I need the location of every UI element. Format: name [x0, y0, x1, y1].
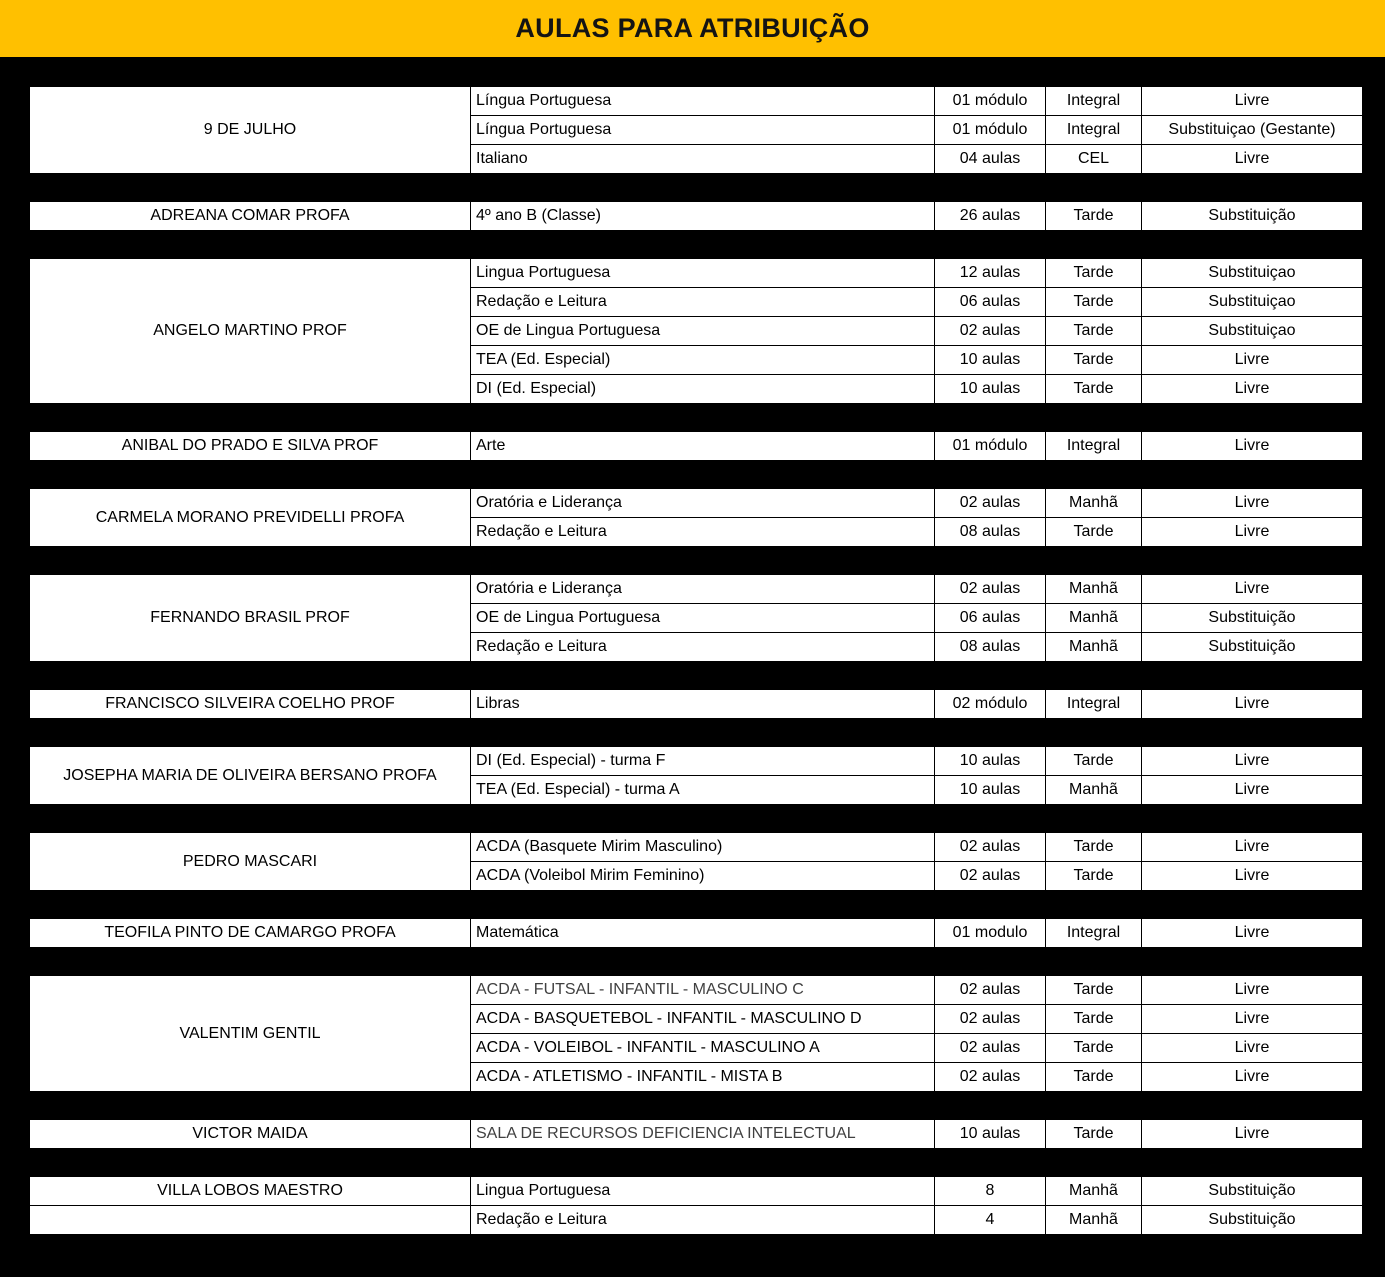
qty-cell: 01 módulo	[935, 116, 1045, 144]
teacher-name-cell: JOSEPHA MARIA DE OLIVEIRA BERSANO PROFA	[30, 747, 470, 804]
subject-cell: Matemática	[471, 919, 934, 947]
status-cell: Livre	[1142, 575, 1362, 603]
status-cell: Livre	[1142, 1120, 1362, 1148]
qty-cell: 02 aulas	[935, 489, 1045, 517]
status-cell: Livre	[1142, 87, 1362, 115]
status-cell: Livre	[1142, 145, 1362, 173]
qty-cell: 01 módulo	[935, 87, 1045, 115]
status-cell: Livre	[1142, 747, 1362, 775]
title-bar	[0, 0, 1385, 57]
qty-cell: 4	[935, 1206, 1045, 1234]
period-cell: Tarde	[1046, 1120, 1141, 1148]
subject-cell: TEA (Ed. Especial) - turma A	[471, 776, 934, 804]
teacher-name-cell: VALENTIM GENTIL	[30, 976, 470, 1091]
subject-cell: 4º ano B (Classe)	[471, 202, 934, 230]
period-cell: Manhã	[1046, 575, 1141, 603]
subject-cell: Língua Portuguesa	[471, 116, 934, 144]
status-cell: Livre	[1142, 432, 1362, 460]
qty-cell: 02 aulas	[935, 317, 1045, 345]
teacher-group	[30, 489, 1362, 546]
qty-cell: 12 aulas	[935, 259, 1045, 287]
period-cell: Tarde	[1046, 346, 1141, 374]
qty-cell: 02 aulas	[935, 1063, 1045, 1091]
subject-cell: TEA (Ed. Especial)	[471, 346, 934, 374]
qty-cell: 08 aulas	[935, 633, 1045, 661]
qty-cell: 08 aulas	[935, 518, 1045, 546]
teacher-group	[30, 690, 1362, 718]
period-cell: Manhã	[1046, 1206, 1141, 1234]
subject-cell: ACDA (Basquete Mirim Masculino)	[471, 833, 934, 861]
status-cell: Substituiçao	[1142, 288, 1362, 316]
subject-cell: SALA DE RECURSOS DEFICIENCIA INTELECTUAL	[471, 1120, 934, 1148]
subject-cell: ACDA (Voleibol Mirim Feminino)	[471, 862, 934, 890]
period-cell: Tarde	[1046, 1005, 1141, 1033]
status-cell: Substituição	[1142, 202, 1362, 230]
period-cell: Tarde	[1046, 202, 1141, 230]
teacher-name-cell: ANGELO MARTINO PROF	[30, 259, 470, 403]
subject-cell: Libras	[471, 690, 934, 718]
teacher-group	[30, 87, 1362, 173]
qty-cell: 10 aulas	[935, 346, 1045, 374]
teacher-group	[30, 202, 1362, 230]
period-cell: Tarde	[1046, 375, 1141, 403]
teacher-name-cell: TEOFILA PINTO DE CAMARGO PROFA	[30, 919, 470, 947]
subject-cell: Redação e Leitura	[471, 633, 934, 661]
period-cell: Integral	[1046, 87, 1141, 115]
status-cell: Livre	[1142, 1034, 1362, 1062]
qty-cell: 10 aulas	[935, 776, 1045, 804]
period-cell: Tarde	[1046, 259, 1141, 287]
period-cell: Manhã	[1046, 776, 1141, 804]
teacher-group	[30, 432, 1362, 460]
teacher-name-cell: VILLA LOBOS MAESTRO	[30, 1177, 470, 1205]
period-cell: Manhã	[1046, 604, 1141, 632]
teacher-group	[30, 976, 1362, 1091]
period-cell: Tarde	[1046, 518, 1141, 546]
status-cell: Livre	[1142, 776, 1362, 804]
qty-cell: 06 aulas	[935, 604, 1045, 632]
teacher-group	[30, 1120, 1362, 1148]
teacher-name-cell: FERNANDO BRASIL PROF	[30, 575, 470, 661]
period-cell: Integral	[1046, 432, 1141, 460]
subject-cell: Redação e Leitura	[471, 288, 934, 316]
subject-cell: Redação e Leitura	[471, 1206, 934, 1234]
teacher-name-cell: VICTOR MAIDA	[30, 1120, 470, 1148]
subject-cell: DI (Ed. Especial) - turma F	[471, 747, 934, 775]
status-cell: Substituiçao	[1142, 317, 1362, 345]
teacher-group	[30, 919, 1362, 947]
period-cell: Tarde	[1046, 1063, 1141, 1091]
teacher-group	[30, 575, 1362, 661]
period-cell: Tarde	[1046, 317, 1141, 345]
subject-cell: ACDA - VOLEIBOL - INFANTIL - MASCULINO A	[471, 1034, 934, 1062]
qty-cell: 10 aulas	[935, 747, 1045, 775]
status-cell: Substituição	[1142, 633, 1362, 661]
period-cell: Tarde	[1046, 862, 1141, 890]
qty-cell: 02 aulas	[935, 1034, 1045, 1062]
subject-cell: OE de Lingua Portuguesa	[471, 317, 934, 345]
period-cell: Tarde	[1046, 976, 1141, 1004]
subject-cell: Italiano	[471, 145, 934, 173]
teacher-group	[30, 259, 1362, 403]
subject-cell: Arte	[471, 432, 934, 460]
status-cell: Livre	[1142, 518, 1362, 546]
status-cell: Substituição	[1142, 604, 1362, 632]
status-cell: Livre	[1142, 1063, 1362, 1091]
qty-cell: 10 aulas	[935, 1120, 1045, 1148]
subject-cell: Oratória e Liderança	[471, 489, 934, 517]
qty-cell: 26 aulas	[935, 202, 1045, 230]
qty-cell: 02 módulo	[935, 690, 1045, 718]
qty-cell: 02 aulas	[935, 833, 1045, 861]
qty-cell: 02 aulas	[935, 976, 1045, 1004]
period-cell: Integral	[1046, 919, 1141, 947]
period-cell: Manhã	[1046, 1177, 1141, 1205]
status-cell: Livre	[1142, 862, 1362, 890]
subject-cell: Língua Portuguesa	[471, 87, 934, 115]
period-cell: Manhã	[1046, 489, 1141, 517]
period-cell: CEL	[1046, 145, 1141, 173]
teacher-name-cell: PEDRO MASCARI	[30, 833, 470, 890]
qty-cell: 02 aulas	[935, 862, 1045, 890]
subject-cell: Lingua Portuguesa	[471, 259, 934, 287]
qty-cell: 04 aulas	[935, 145, 1045, 173]
status-cell: Livre	[1142, 833, 1362, 861]
period-cell: Tarde	[1046, 833, 1141, 861]
subject-cell: DI (Ed. Especial)	[471, 375, 934, 403]
assignments-table	[30, 87, 1385, 1234]
subject-cell: Redação e Leitura	[471, 518, 934, 546]
period-cell: Manhã	[1046, 633, 1141, 661]
period-cell: Tarde	[1046, 747, 1141, 775]
teacher-name-cell: CARMELA MORANO PREVIDELLI PROFA	[30, 489, 470, 546]
status-cell: Livre	[1142, 690, 1362, 718]
teacher-group	[30, 833, 1362, 890]
period-cell: Integral	[1046, 116, 1141, 144]
teacher-name-cell: 9 DE JULHO	[30, 87, 470, 173]
teacher-name-cell: ADREANA COMAR PROFA	[30, 202, 470, 230]
empty-name-cell	[30, 1206, 470, 1234]
status-cell: Livre	[1142, 976, 1362, 1004]
status-cell: Livre	[1142, 375, 1362, 403]
status-cell: Substituição	[1142, 1177, 1362, 1205]
status-cell: Livre	[1142, 1005, 1362, 1033]
subject-cell: ACDA - FUTSAL - INFANTIL - MASCULINO C	[471, 976, 934, 1004]
qty-cell: 02 aulas	[935, 1005, 1045, 1033]
status-cell: Substituiçao	[1142, 259, 1362, 287]
teacher-group	[30, 1177, 1362, 1234]
teacher-name-cell: ANIBAL DO PRADO E SILVA PROF	[30, 432, 470, 460]
status-cell: Livre	[1142, 346, 1362, 374]
qty-cell: 8	[935, 1177, 1045, 1205]
teacher-name-cell: FRANCISCO SILVEIRA COELHO PROF	[30, 690, 470, 718]
subject-cell: Lingua Portuguesa	[471, 1177, 934, 1205]
status-cell: Livre	[1142, 489, 1362, 517]
qty-cell: 01 modulo	[935, 919, 1045, 947]
subject-cell: ACDA - ATLETISMO - INFANTIL - MISTA B	[471, 1063, 934, 1091]
qty-cell: 02 aulas	[935, 575, 1045, 603]
status-cell: Livre	[1142, 919, 1362, 947]
qty-cell: 10 aulas	[935, 375, 1045, 403]
page-title: AULAS PARA ATRIBUIÇÃO	[515, 13, 870, 43]
period-cell: Integral	[1046, 690, 1141, 718]
status-cell: Substituição	[1142, 1206, 1362, 1234]
subject-cell: OE de Lingua Portuguesa	[471, 604, 934, 632]
teacher-group	[30, 747, 1362, 804]
subject-cell: Oratória e Liderança	[471, 575, 934, 603]
status-cell: Substituiçao (Gestante)	[1142, 116, 1362, 144]
qty-cell: 01 módulo	[935, 432, 1045, 460]
period-cell: Tarde	[1046, 288, 1141, 316]
period-cell: Tarde	[1046, 1034, 1141, 1062]
qty-cell: 06 aulas	[935, 288, 1045, 316]
subject-cell: ACDA - BASQUETEBOL - INFANTIL - MASCULINO D	[471, 1005, 934, 1033]
